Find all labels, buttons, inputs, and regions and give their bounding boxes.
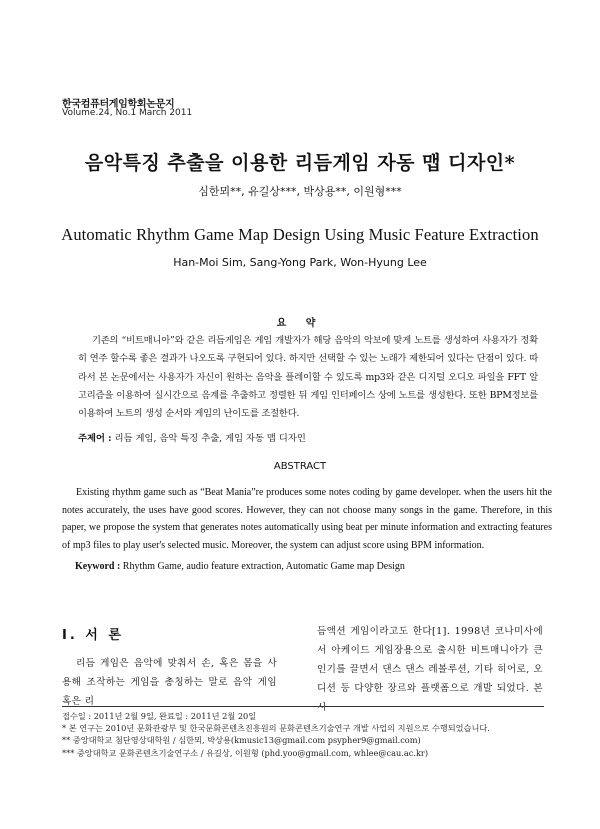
footnote-affiliation-1: ** 중앙대학교 첨단영상대학원 / 심한뫼, 박상용(kmusic13@gmail.com psypher9@gmail.com) — [62, 735, 421, 746]
section-text-right-column: 듬액션 게임이라고도 한다[1]. 1998년 코나미사에서 아케이드 게임장용으로 출시한 비트매니아가 큰 인기를 끌면서 댄스 댄스 레볼루션, 기타 히어로, 오디션 등 다양한 장르와 플랫폼으로 개발 되었다. 본 시 — [317, 626, 543, 713]
keywords-english — [75, 561, 545, 572]
footnotes — [62, 710, 552, 759]
abstract-english-text: Existing rhythm game such as “Beat Mania”re produces some notes coding by game developer. when the users hit the notes accurately, the uses have good scores. However, they can not choose many songs in the game. Therefore, in this paper, we propose the system that generates notes automatically using beat per minute information and extracting features of mp3 files to play user's selected music. Moreover, the system can adjust score using BPM information. — [62, 487, 552, 551]
keywords-korean-label: 주제어 : — [78, 433, 112, 444]
section-heading-introduction: Ⅰ. 서 론 — [62, 628, 124, 643]
authors-korean: 심한뫼**, 유길상***, 박상용**, 이원형*** — [198, 185, 402, 198]
abstract-korean-text: 기존의 “비트매니아”와 같은 리듬게임은 게임 개발자가 해당 음악의 악보에 맞게 노트를 생성하여 사용자가 정확히 연주 할수록 좋은 결과가 나오도록 구현되어 있다. 하지만 선택할 수 있는 노래가 제한되어 있다는 단점이 있다. 따라서 본 논문에서는 사용자가 자신이 원하는 음악을 플레이할 수 있도록 mp3와 같은 디지털 오디오 파일을 FFT 알고리즘을 이용하여 실시간으로 음계를 추출하고 정렬한 뒤 게임 인터페이스 상에 노트를 생성한다. 또한 BPM정보를 이용하여 노트의 생성 순서와 게임의 난이도를 조절한다. — [78, 335, 538, 420]
footnote-affiliation-2: *** 중앙대학교 문화콘텐츠기술연구소 / 유길상, 이원형 (phd.yoo@gmail.com, whlee@cau.ac.kr) — [62, 747, 429, 758]
keywords-korean — [78, 430, 538, 444]
journal-name: 한국컴퓨터게임학회논문지 — [62, 99, 175, 110]
keywords-korean-value: 리듬 게임, 음악 특징 추출, 게임 자동 맵 디자인 — [114, 433, 306, 444]
journal-volume: Volume.24, No.1 March 2011 — [62, 108, 193, 118]
footnote-received-date: 접수일 : 2011년 2월 9일, 완료일 : 2011년 2월 20일 — [62, 711, 257, 721]
abstract-korean-heading: 요 약 — [276, 318, 324, 329]
authors-english: Han-Moi Sim, Sang-Yong Park, Won-Hyung Lee — [173, 256, 427, 269]
paper-title-english: Automatic Rhythm Game Map Design Using Music Feature Extraction — [61, 225, 539, 244]
paper-title-korean: 음악특징 추출을 이용한 리듬게임 자동 맵 디자인* — [84, 152, 516, 174]
abstract-english-heading: ABSTRACT — [273, 461, 327, 472]
section-text-left-column: 리듬 게임은 음악에 맞춰서 손, 혹은 몸을 사용해 조작하는 게임을 총칭하는 말로 음악 게임 혹은 리 — [62, 658, 277, 707]
footnote-funding: * 본 연구는 2010년 문화관광부 및 한국문화콘텐츠진흥원의 문화콘텐츠기술연구 개발 사업의 지원으로 수행되었습니다. — [62, 723, 490, 734]
footnote-divider — [62, 706, 544, 707]
keywords-english-label: Keyword : — [75, 561, 121, 572]
keywords-english-value: Rhythm Game, audio feature extraction, Automatic Game map Design — [122, 561, 405, 572]
